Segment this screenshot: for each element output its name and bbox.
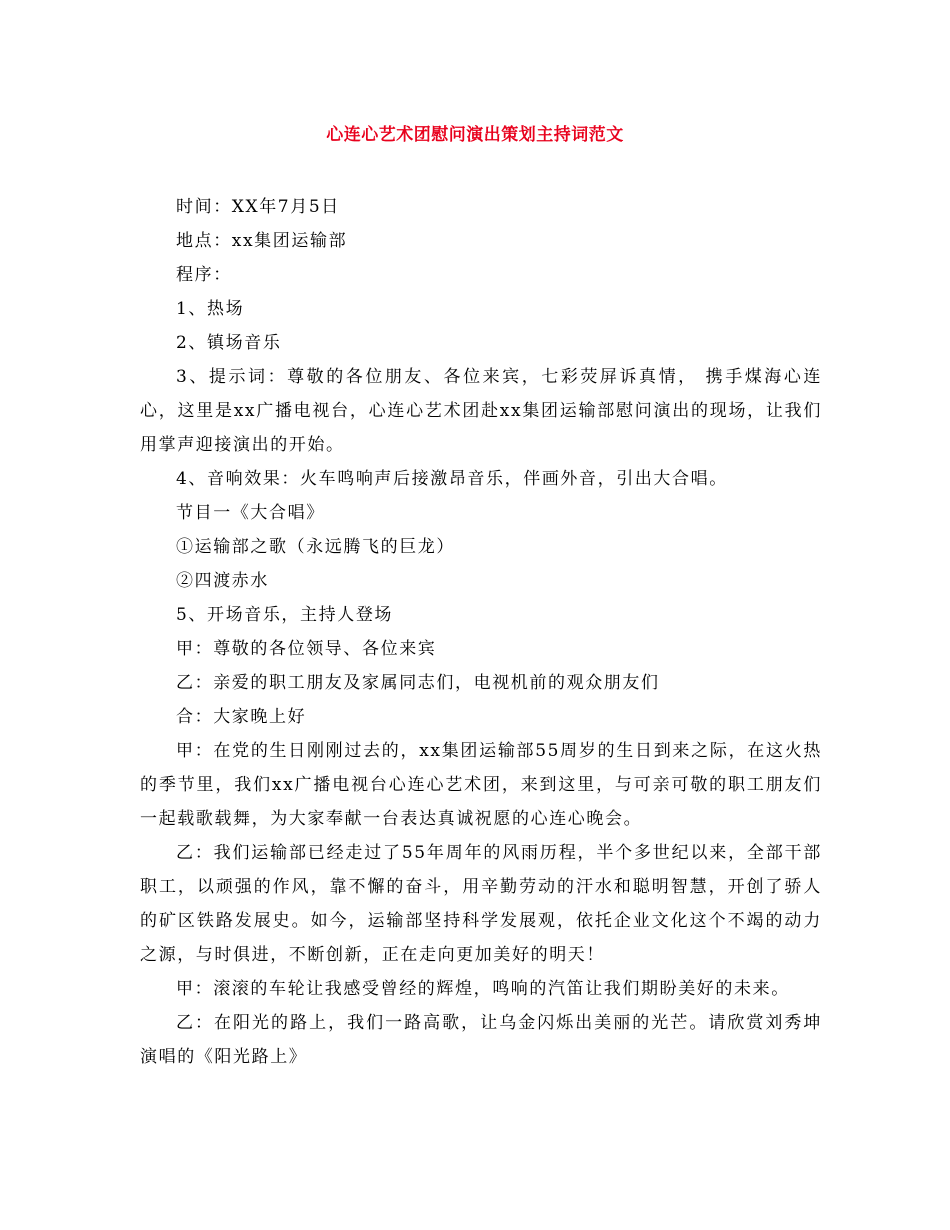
paragraph-program-1: 节目一《大合唱》: [176, 503, 325, 523]
paragraph-together: 合：大家晚上好: [176, 707, 307, 727]
document-title: 心连心艺术团慰问演出策划主持词范文: [326, 125, 624, 145]
paragraph-item-2: 2、镇场音乐: [176, 333, 282, 353]
paragraph-host-b-line: 乙：在阳光的路上，我们一路高歌，让乌金闪烁出美丽的光芒。请欣赏刘秀坤演唱的《阳光路上》: [140, 1013, 822, 1067]
paragraph-song-1: ①运输部之歌（永远腾飞的巨龙）: [176, 537, 455, 557]
paragraph-location: 地点：xx集团运输部: [176, 231, 348, 251]
paragraph-host-a-line: 甲：滚滚的车轮让我感受曾经的辉煌，鸣响的汽笛让我们期盼美好的未来。: [176, 979, 790, 999]
paragraph-host-a-speech: 甲：在党的生日刚刚过去的，xx集团运输部55周岁的生日到来之际，在这火热的季节里，我们xx广播电视台心连心艺术团，来到这里，与可亲可敬的职工朋友们一起载歌载舞，为大家奉献一台表达真诚祝愿的心连心晚会。: [140, 741, 822, 829]
paragraph-time: 时间：XX年7月5日: [176, 197, 340, 217]
paragraph-host-b-greeting: 乙：亲爱的职工朋友及家属同志们，电视机前的观众朋友们: [176, 673, 660, 693]
paragraph-program-heading: 程序：: [176, 265, 232, 285]
paragraph-item-3: 3、提示词：尊敬的各位朋友、各位来宾，七彩荧屏诉真情， 携手煤海心连心，这里是xx广播电视台，心连心艺术团赴xx集团运输部慰问演出的现场，让我们用掌声迎接演出的开始。: [140, 367, 822, 455]
paragraph-host-a-greeting: 甲：尊敬的各位领导、各位来宾: [176, 639, 437, 659]
paragraph-item-5: 5、开场音乐，主持人登场: [176, 605, 394, 625]
paragraph-item-1: 1、热场: [176, 299, 245, 319]
paragraph-song-2: ②四渡赤水: [176, 571, 269, 591]
paragraph-item-4: 4、音响效果：火车鸣响声后接激昂音乐，伴画外音，引出大合唱。: [176, 469, 728, 489]
paragraph-host-b-speech: 乙：我们运输部已经走过了55年周年的风雨历程，半个多世纪以来，全部干部职工，以顽强的作风，靠不懈的奋斗，用辛勤劳动的汗水和聪明智慧，开创了骄人的矿区铁路发展史。如今，运输部坚持科学发展观，依托企业文化这个不竭的动力之源，与时俱进，不断创新，正在走向更加美好的明天！: [140, 843, 822, 965]
document-body: [140, 190, 822, 1074]
